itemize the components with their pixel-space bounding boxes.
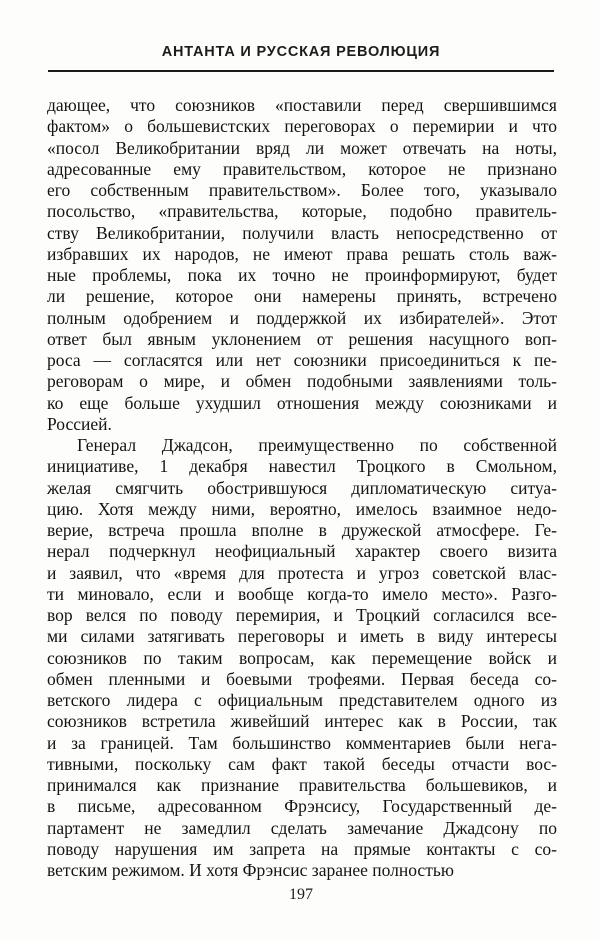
header-rule xyxy=(48,70,554,72)
paragraph xyxy=(47,435,557,881)
running-head-title: АНТАНТА И РУССКАЯ РЕВОЛЮЦИЯ xyxy=(161,44,441,60)
text-line: и за границей. Там большинство комментариев были нега- xyxy=(47,732,557,753)
text-line: ответ был явным уклонением от решения насущного воп- xyxy=(47,328,557,349)
text-line: ству Великобритании, получили власть непосредственно от xyxy=(47,222,557,243)
text-line: его собственным правительством». Более того, указывало xyxy=(47,180,557,200)
text-line: ли решение, которое они намерены принять, встречено xyxy=(47,286,557,307)
text-line: полным одобрением и поддержкой их избирателей». Этот xyxy=(47,307,557,328)
text-line: ми силами затягивать переговоры и иметь в виду интересы xyxy=(47,626,557,647)
text-line: «посол Великобритании вряд ли может отвечать на ноты, xyxy=(47,137,557,158)
text-line: Генерал Джадсон, преимущественно по собственной xyxy=(77,435,557,455)
text-line: союзников встретила живейший интерес как в России, так xyxy=(47,711,557,732)
text-line: верие, встреча прошла вполне в дружеской атмосфере. Ге- xyxy=(47,520,557,540)
text-line: инициативе, 1 декабря навестил Троцкого в Смольном, xyxy=(47,456,557,477)
text-line: обмен пленными и боевыми трофеями. Первая беседа со- xyxy=(47,668,557,689)
page-body-text xyxy=(47,95,557,881)
text-line: и заявил, что «время для протеста и угроз советской влас- xyxy=(47,562,557,583)
text-line: поводу нарушения им запрета на прямые контакты с со- xyxy=(47,838,557,859)
text-line: в письме, адресованном Фрэнсису, Государственный де- xyxy=(47,796,557,817)
text-line: ко еще больше ухудшил отношения между союзниками и xyxy=(47,392,557,413)
text-line: нерал подчеркнул неофициальный характер своего визита xyxy=(47,541,557,562)
text-line: роса — согласятся или нет союзники присоединиться к пе- xyxy=(47,350,557,370)
text-line: адресованные ему правительством, которое не признано xyxy=(47,158,557,179)
text-line: цию. Хотя между ними, вероятно, имелось взаимное недо- xyxy=(47,498,557,519)
text-line: ветского лидера с официальным представителем одного из xyxy=(47,690,557,710)
text-line: реговорам о мире, и обмен подобными заявлениями толь- xyxy=(47,371,557,392)
text-line: тивными, поскольку сам факт такой беседы отчасти вос- xyxy=(47,753,557,774)
text-line: избравших их народов, не имеют права решать столь важ- xyxy=(47,243,557,264)
page-number: 197 xyxy=(289,886,313,903)
text-line: дающее, что союзников «поставили перед свершившимся xyxy=(47,95,557,115)
text-line: ветским режимом. И хотя Фрэнсис заранее полностью xyxy=(47,860,454,880)
text-line: желая смягчить обострившуюся дипломатическую ситуа- xyxy=(47,477,557,498)
text-line: партамент не замедлил сделать замечание Джадсону по xyxy=(47,817,557,838)
text-line: союзников по таким вопросам, как перемещение войск и xyxy=(47,647,557,668)
text-line: посольство, «правительства, которые, подобно правитель- xyxy=(47,201,557,222)
text-line: ти миновало, если и вообще когда-то имело место». Разго- xyxy=(47,583,557,604)
text-line: ные проблемы, пока их точно не проинформируют, будет xyxy=(47,265,557,285)
text-line: принимался как признание правительства большевиков, и xyxy=(47,775,557,795)
text-line: вор велся по поводу перемирия, и Троцкий согласился все- xyxy=(47,605,557,625)
text-line: фактом» о большевистских переговорах о перемирии и что xyxy=(47,116,557,137)
paragraph xyxy=(47,95,557,435)
text-line: Россией. xyxy=(47,413,112,434)
